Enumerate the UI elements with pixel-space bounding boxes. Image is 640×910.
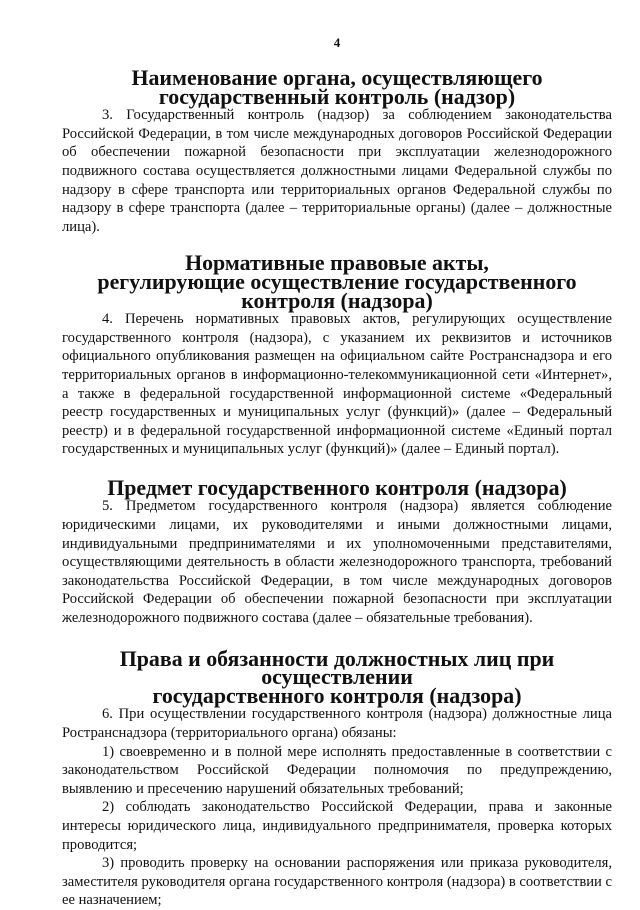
list-item-2: 2) соблюдать законодательство Российской Федерации, права и законные интересы юридического лица, индивидуального предпринимателя, проверка которых проводится; [62,799,612,853]
section-heading: Нормативные правовые акты, [185,250,489,276]
section-heading-line-2: регулирующие осуществление государственного контроля (надзора) [97,268,577,313]
section-authority [62,65,612,236]
section-heading-line-2: государственного контроля (надзора) [152,682,522,708]
page-number: 4 [333,35,341,50]
section-rights-duties [62,645,612,910]
paragraph-3: 3. Государственный контроль (надзор) за соблюдением законодательства Российской Федерации, в том числе международных договоров Российской Федерации об обеспечении пожарной безопасности при эксплуатации железнодорожного подвижного состава осуществляется должностными лицами Федеральной службы по надзору в сфере транспорта или территориальных органов Федеральной службы по надзору в сфере транспорта (далее – территориальные органы) (далее – должностные лица). [62,107,612,235]
section-subject [62,474,612,628]
section-heading: Наименование органа, осуществляющего государственный контроль (надзор) [131,65,543,109]
paragraph-4: 4. Перечень нормативных правовых актов, регулирующих осуществление государственного контроля (надзора), с указанием их реквизитов и источников официального опубликования размещен на официальном сайте Ространснадзора и его территориальных органов в информационно-телекоммуникационной сети «Интернет», а также в федеральной государственной информационной системе «Федеральный реестр государственных и муниципальных услуг (функций)» (далее – Федеральный реестр) и в федеральной государственной информационной системе «Единый портал государственных и муниципальных услуг (функций)» (далее – Единый портал). [62,311,612,458]
list-item-3: 3) проводить проверку на основании распоряжения или приказа руководителя, заместителя руководителя органа государственного контроля (надзора) в соответствии с ее назначением; [62,855,612,909]
section-heading: Предмет государственного контроля (надзора) [107,474,567,500]
section-legal-acts [62,250,612,459]
document-content [62,65,612,910]
list-item-1: 1) своевременно и в полной мере исполнять предоставленные в соответствии с законодательством Российской Федерации полномочия по предупреждению, выявлению и пресечению нарушений обязательных требований; [62,743,612,797]
paragraph-6: 6. При осуществлении государственного контроля (надзора) должностные лица Ространснадзора (территориального органа) обязаны: [62,706,612,741]
paragraph-5: 5. Предметом государственного контроля (надзора) является соблюдение юридическими лицами, их руководителями и иными должностными лицами, индивидуальными предпринимателями и их уполномоченными представителями, осуществляющими деятельность в области железнодорожного транспорта, требований законодательства Российской Федерации, в том числе международных договоров Российской Федерации об обеспечении пожарной безопасности при эксплуатации железнодорожного подвижного состава (далее – обязательные требования). [62,498,612,627]
section-heading: Права и обязанности должностных лиц при осуществлении [119,645,555,690]
